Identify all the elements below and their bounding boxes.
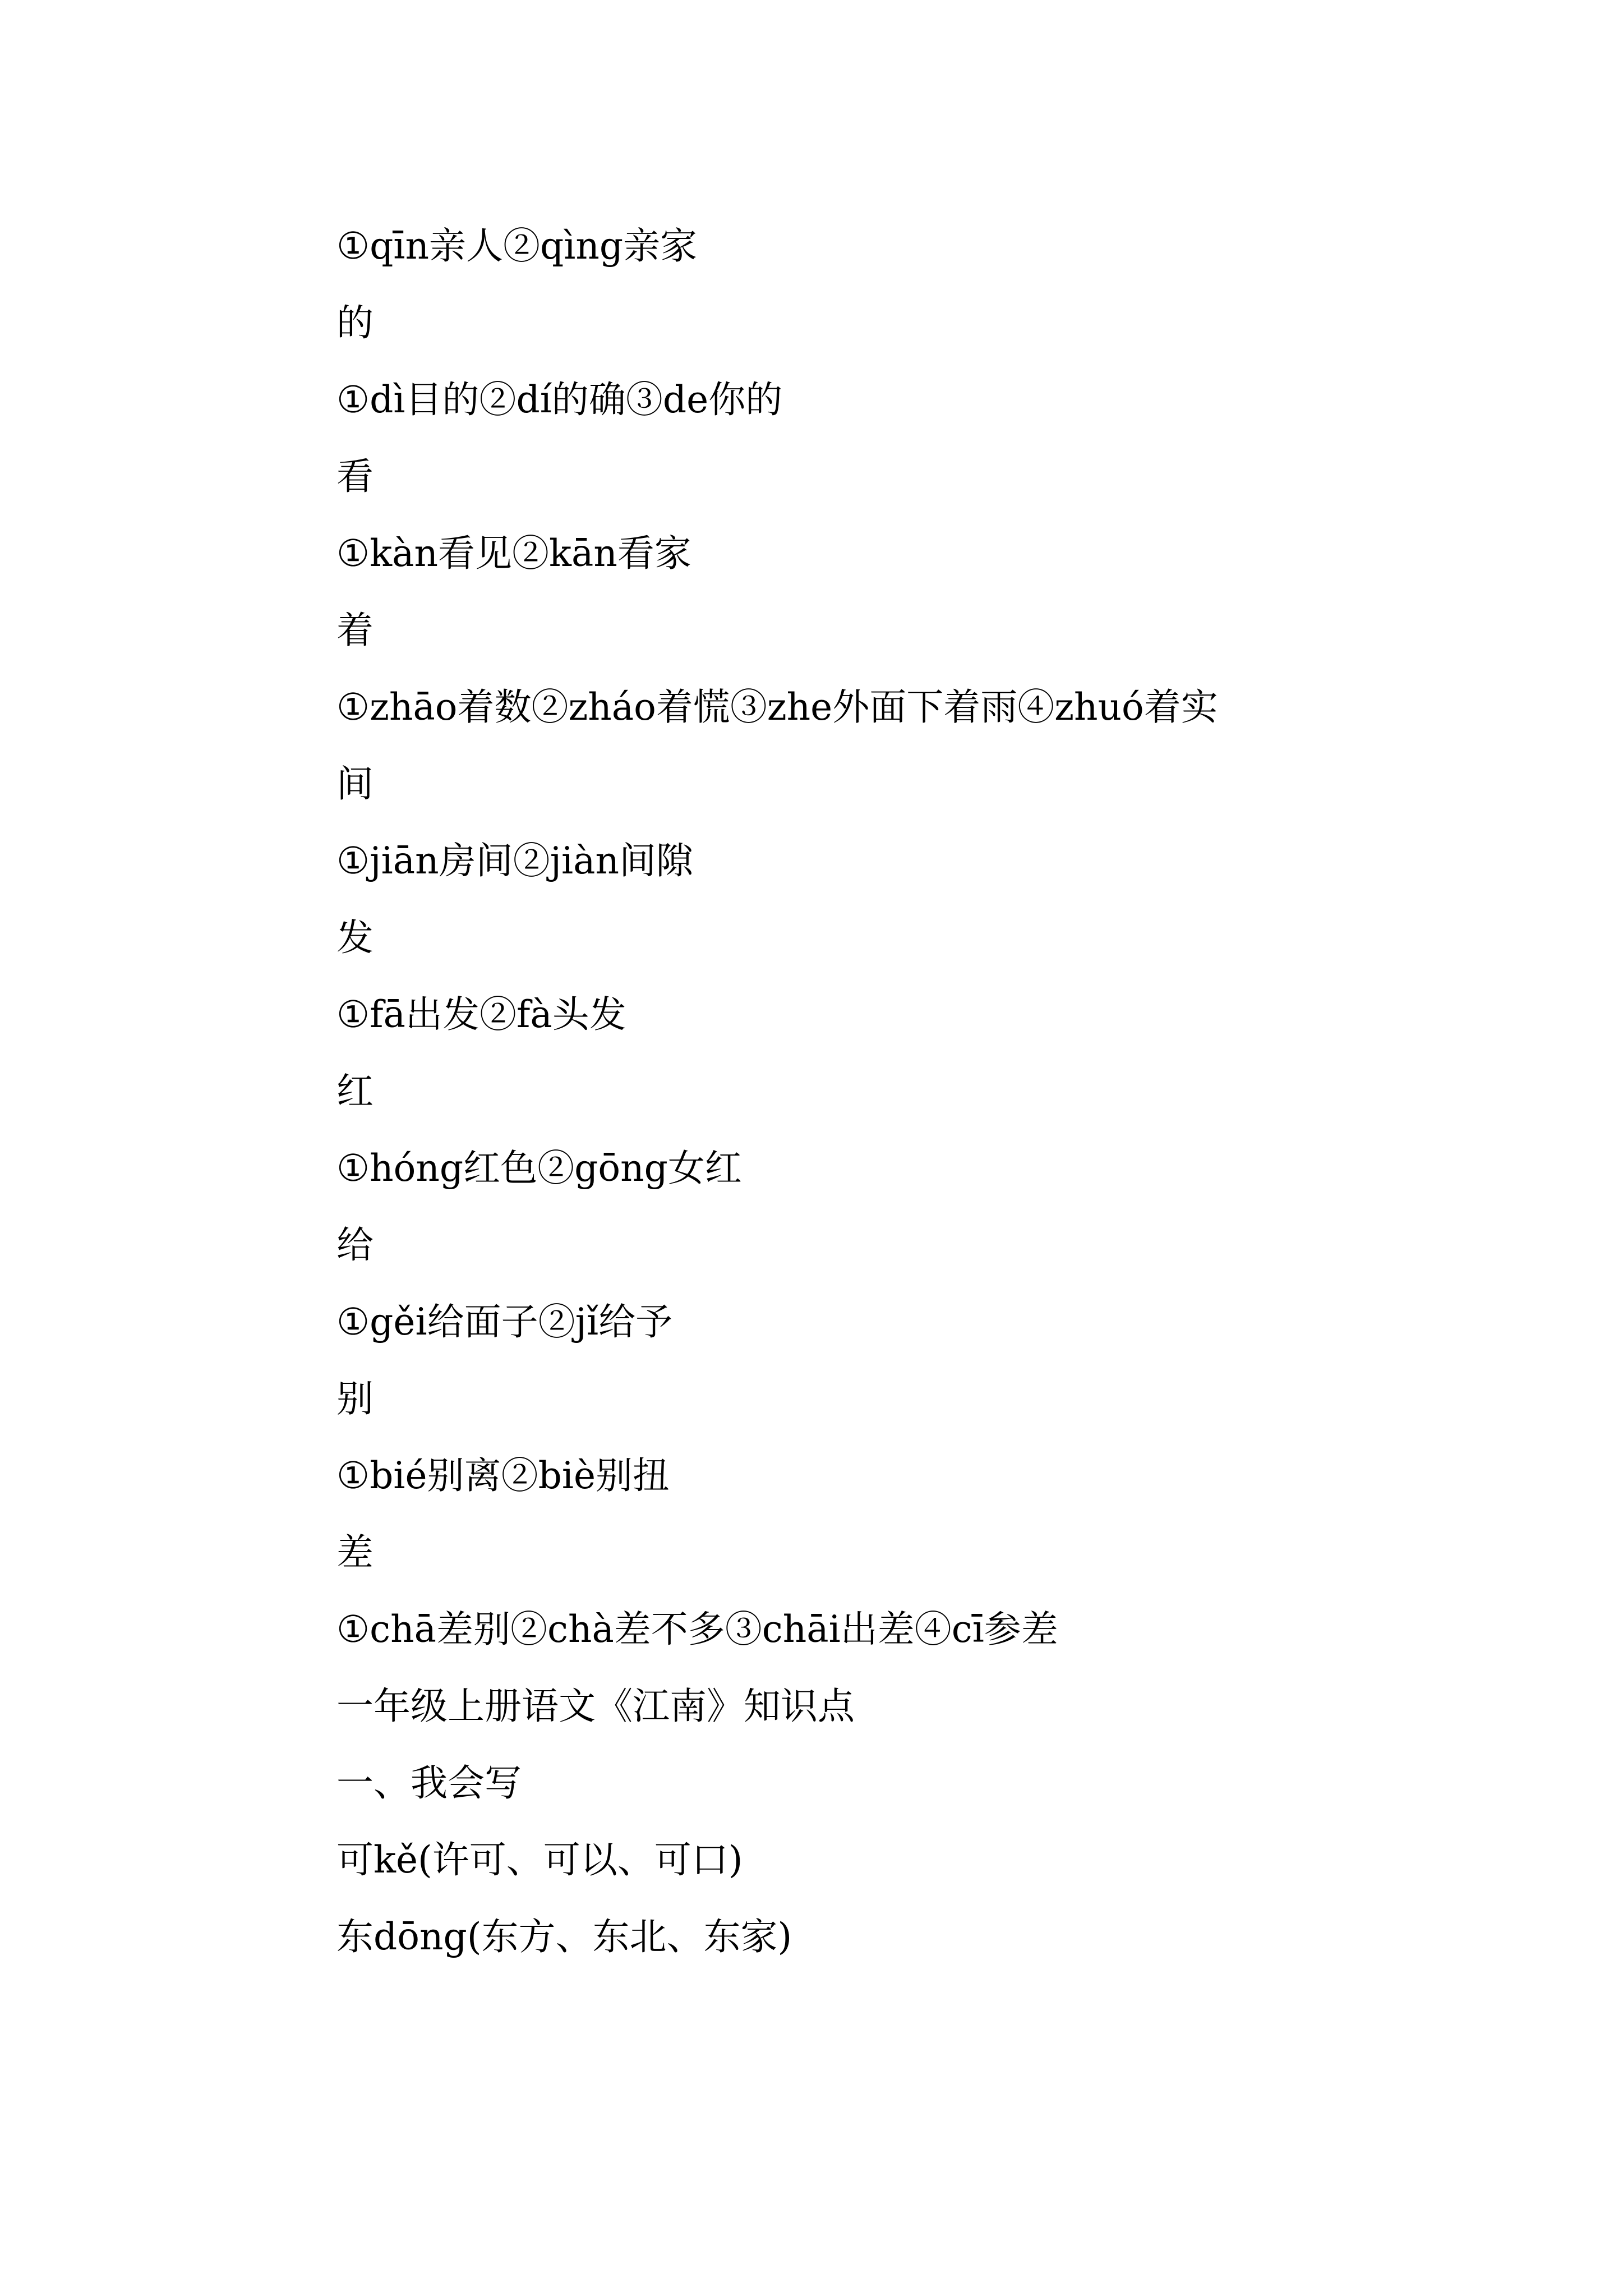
text-line: 差 [336, 1531, 374, 1574]
text-line: ①kàn看见②kān看家 [336, 532, 691, 575]
text-line: ①dì目的②dí的确③de你的 [336, 378, 783, 421]
text-line: 可kě(许可、可以、可口) [336, 1838, 743, 1881]
section-title: 一年级上册语文《江南》知识点 [336, 1685, 855, 1728]
text-line: 发 [336, 916, 374, 959]
text-line: 间 [336, 762, 374, 806]
text-line: ①jiān房间②jiàn间隙 [336, 839, 694, 882]
text-line: 红 [336, 1070, 374, 1113]
text-line: ①fā出发②fà头发 [336, 993, 626, 1036]
section-heading: 一、我会写 [336, 1761, 522, 1805]
text-line: 看 [336, 455, 374, 498]
text-line: ①qīn亲人②qìng亲家 [336, 224, 698, 268]
text-line: ①hóng红色②gōng女红 [336, 1147, 742, 1190]
text-line: 的 [336, 301, 374, 344]
text-line: 东dōng(东方、东北、东家) [336, 1915, 792, 1958]
text-line: 着 [336, 609, 374, 652]
text-line: 给 [336, 1223, 374, 1267]
text-line: ①gěi给面子②jǐ给予 [336, 1300, 673, 1343]
text-line: ①chā差别②chà差不多③chāi出差④cī参差 [336, 1608, 1058, 1651]
text-line: ①bié别离②biè别扭 [336, 1454, 670, 1497]
text-line: 别 [336, 1377, 374, 1420]
text-line: ①zhāo着数②zháo着慌③zhe外面下着雨④zhuó着实 [336, 685, 1218, 729]
document-body [247, 208, 1396, 1975]
